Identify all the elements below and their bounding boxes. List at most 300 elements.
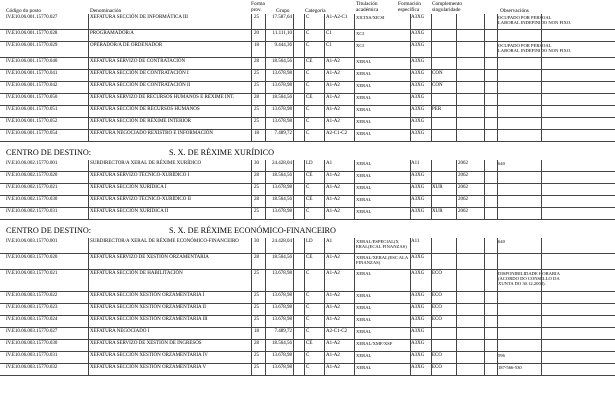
column-divider bbox=[410, 118, 411, 130]
column-divider bbox=[431, 304, 432, 316]
column-divider bbox=[251, 130, 252, 142]
column-divider bbox=[88, 292, 89, 304]
cell-c1: C bbox=[306, 209, 310, 214]
cell-nivel: 18 bbox=[254, 329, 259, 334]
column-divider bbox=[88, 196, 89, 208]
column-divider bbox=[251, 292, 252, 304]
column-divider bbox=[456, 118, 457, 130]
cell-amount: 18.564,56 bbox=[272, 95, 292, 100]
column-divider bbox=[293, 340, 294, 352]
cell-code: IV.E10.06.001.15770.042 bbox=[6, 83, 58, 88]
cell-code: IV.E10.06.001.15770.029 bbox=[6, 43, 58, 48]
column-divider bbox=[541, 304, 542, 316]
column-divider bbox=[410, 30, 411, 42]
column-divider bbox=[456, 106, 457, 118]
cell-form: A3XG bbox=[411, 43, 425, 48]
column-divider bbox=[304, 352, 305, 364]
cell-nivel: 25 bbox=[254, 71, 259, 76]
column-divider bbox=[265, 118, 266, 130]
column-divider bbox=[541, 208, 542, 220]
column-divider bbox=[456, 196, 457, 208]
column-divider bbox=[251, 30, 252, 42]
cell-cat: A1-A2 bbox=[326, 71, 340, 76]
cell-c1: C bbox=[306, 293, 310, 298]
column-divider bbox=[304, 14, 305, 30]
column-divider bbox=[484, 364, 485, 376]
table-row bbox=[0, 30, 615, 42]
column-divider bbox=[431, 94, 432, 106]
cell-cat: A1-A2 bbox=[326, 95, 340, 100]
column-divider bbox=[354, 58, 355, 70]
table-row bbox=[0, 340, 615, 352]
cell-form: A3XG bbox=[411, 131, 425, 136]
column-divider bbox=[324, 130, 325, 142]
cell-nivel: 25 bbox=[254, 271, 259, 276]
cell-tit: XERAL bbox=[356, 197, 372, 202]
column-divider bbox=[410, 70, 411, 82]
cell-form: A3XG bbox=[411, 317, 425, 322]
cell-amount: 18.564,56 bbox=[272, 197, 292, 202]
column-divider bbox=[265, 196, 266, 208]
column-divider bbox=[265, 58, 266, 70]
column-divider bbox=[304, 172, 305, 184]
cell-cat: A1-A2 bbox=[326, 119, 340, 124]
column-divider bbox=[497, 160, 498, 172]
column-divider bbox=[324, 340, 325, 352]
column-divider bbox=[324, 352, 325, 364]
column-divider bbox=[265, 160, 266, 172]
column-divider bbox=[304, 292, 305, 304]
cell-form: A3XG bbox=[411, 293, 425, 298]
section-heading bbox=[6, 226, 336, 236]
table-row bbox=[0, 94, 615, 106]
column-divider bbox=[484, 254, 485, 270]
table-row bbox=[0, 364, 615, 376]
cell-cat: A1-A2-C1 bbox=[326, 15, 348, 20]
cell-nivel: 28 bbox=[254, 95, 259, 100]
column-divider bbox=[410, 94, 411, 106]
cell-tit: XERAL/XERAL(ESC ALA FINANZAS) bbox=[356, 255, 408, 266]
column-divider bbox=[497, 254, 498, 270]
column-divider bbox=[541, 58, 542, 70]
cell-c1: C bbox=[306, 119, 310, 124]
cell-code: IV.E10.06.001.15770.028 bbox=[6, 31, 58, 36]
table-row bbox=[0, 292, 615, 304]
cell-tit: XERAL bbox=[356, 353, 372, 358]
cell-form: A3XG bbox=[411, 209, 425, 214]
column-divider bbox=[251, 364, 252, 376]
column-divider bbox=[354, 14, 355, 30]
cell-esp: 2062 bbox=[458, 185, 468, 190]
cell-c1: CE bbox=[306, 173, 313, 178]
column-divider bbox=[304, 254, 305, 270]
cell-code: IV.E10.06.001.15770.051 bbox=[6, 107, 58, 112]
cell-nivel: 25 bbox=[254, 185, 259, 190]
column-divider bbox=[324, 30, 325, 42]
section-label: CENTRO DE DESTINO: bbox=[6, 148, 92, 157]
cell-cat: A1 bbox=[326, 239, 333, 244]
cell-amount: 18.564,56 bbox=[272, 255, 292, 260]
column-divider bbox=[410, 196, 411, 208]
column-divider bbox=[456, 70, 457, 82]
column-divider bbox=[484, 208, 485, 220]
cell-cat: A1-A2 bbox=[326, 59, 340, 64]
table-row bbox=[0, 184, 615, 196]
cell-name: OPERADOR/A DE ORDENADOR bbox=[90, 43, 163, 48]
section-heading bbox=[6, 148, 275, 158]
column-divider bbox=[456, 82, 457, 94]
column-divider bbox=[410, 328, 411, 340]
column-divider bbox=[293, 106, 294, 118]
column-divider bbox=[541, 14, 542, 30]
column-divider bbox=[497, 70, 498, 82]
column-divider bbox=[410, 172, 411, 184]
column-divider bbox=[324, 58, 325, 70]
column-divider bbox=[251, 238, 252, 254]
cell-nivel: 30 bbox=[254, 239, 259, 244]
column-divider bbox=[431, 42, 432, 58]
cell-nivel: 28 bbox=[254, 197, 259, 202]
column-divider bbox=[324, 292, 325, 304]
column-divider bbox=[497, 364, 498, 376]
column-divider bbox=[293, 14, 294, 30]
column-divider bbox=[251, 270, 252, 292]
column-divider bbox=[293, 172, 294, 184]
column-divider bbox=[456, 238, 457, 254]
column-divider bbox=[354, 82, 355, 94]
cell-code: IV.E10.06.002.15770.020 bbox=[6, 173, 58, 178]
column-divider bbox=[324, 172, 325, 184]
cell-c1: C bbox=[306, 353, 310, 358]
column-divider bbox=[541, 106, 542, 118]
column-divider bbox=[410, 14, 411, 30]
cell-amount: 7.489,72 bbox=[274, 131, 292, 136]
column-divider bbox=[88, 106, 89, 118]
cell-code: IV.E10.06.003.15770.020 bbox=[6, 255, 58, 260]
cell-amount: 13.678,98 bbox=[272, 185, 292, 190]
column-divider bbox=[456, 94, 457, 106]
column-divider bbox=[304, 58, 305, 70]
cell-amount: 13.678,98 bbox=[272, 305, 292, 310]
cell-cat: A2-C1-C2 bbox=[326, 131, 348, 136]
column-divider bbox=[354, 316, 355, 328]
column-divider bbox=[251, 42, 252, 58]
cell-nivel: 20 bbox=[254, 31, 259, 36]
column-divider bbox=[251, 208, 252, 220]
column-divider bbox=[251, 14, 252, 30]
cell-comp: CON bbox=[432, 83, 443, 88]
column-divider bbox=[324, 14, 325, 30]
column-divider bbox=[293, 118, 294, 130]
cell-nivel: 28 bbox=[254, 341, 259, 346]
column-divider bbox=[293, 82, 294, 94]
column-divider bbox=[304, 196, 305, 208]
column-divider bbox=[251, 304, 252, 316]
table-row bbox=[0, 254, 615, 270]
table-row bbox=[0, 160, 615, 172]
column-divider bbox=[265, 172, 266, 184]
cell-tit: XERAL bbox=[356, 293, 372, 298]
column-divider bbox=[293, 270, 294, 292]
column-divider bbox=[265, 130, 266, 142]
column-divider bbox=[484, 340, 485, 352]
column-divider bbox=[354, 340, 355, 352]
cell-nivel: 25 bbox=[254, 119, 259, 124]
cell-code: IV.E10.06.001.15770.050 bbox=[6, 95, 58, 100]
column-divider bbox=[410, 364, 411, 376]
header-formacion: Formación específica bbox=[398, 1, 421, 13]
column-divider bbox=[354, 172, 355, 184]
cell-obs: 187-566-530 bbox=[498, 365, 522, 370]
cell-nivel: 25 bbox=[254, 15, 259, 20]
column-divider bbox=[293, 30, 294, 42]
cell-c1: CE bbox=[306, 197, 313, 202]
column-divider bbox=[293, 184, 294, 196]
header-titulacion: Titulación académica bbox=[356, 1, 379, 13]
column-divider bbox=[541, 340, 542, 352]
cell-code: IV.E10.06.003.15770.030 bbox=[6, 341, 58, 346]
column-divider bbox=[410, 292, 411, 304]
column-divider bbox=[354, 238, 355, 254]
column-divider bbox=[265, 208, 266, 220]
column-divider bbox=[251, 352, 252, 364]
table-row bbox=[0, 70, 615, 82]
cell-nivel: 25 bbox=[254, 209, 259, 214]
section-name: S. X. DE RÉXIME XURÍDICO bbox=[169, 148, 275, 157]
column-divider bbox=[88, 94, 89, 106]
cell-name: XEFATURA SECCIÓN XESTIÓN ORZAMENTARIA II bbox=[90, 305, 206, 310]
cell-amount: 13.678,98 bbox=[272, 271, 292, 276]
column-divider bbox=[324, 160, 325, 172]
column-divider bbox=[293, 238, 294, 254]
cell-code: IV.E10.06.001.15770.040 bbox=[6, 59, 58, 64]
cell-tit: XERAL bbox=[356, 161, 372, 166]
table-row bbox=[0, 208, 615, 220]
cell-tit: XERAL bbox=[356, 71, 372, 76]
cell-code: IV.E10.06.002.15770.021 bbox=[6, 185, 58, 190]
cell-code: IV.E10.06.003.15770.032 bbox=[6, 365, 58, 370]
column-divider bbox=[324, 94, 325, 106]
cell-amount: 13.678,98 bbox=[272, 107, 292, 112]
column-divider bbox=[304, 70, 305, 82]
cell-amount: 17.587,64 bbox=[272, 15, 292, 20]
column-divider bbox=[497, 42, 498, 58]
column-divider bbox=[497, 106, 498, 118]
cell-code: IV.E10.06.001.15770.052 bbox=[6, 119, 58, 124]
column-divider bbox=[265, 292, 266, 304]
column-divider bbox=[456, 304, 457, 316]
column-divider bbox=[293, 70, 294, 82]
column-divider bbox=[484, 82, 485, 94]
column-divider bbox=[293, 42, 294, 58]
column-divider bbox=[265, 304, 266, 316]
column-divider bbox=[324, 238, 325, 254]
column-divider bbox=[354, 130, 355, 142]
cell-c1: C bbox=[306, 15, 310, 20]
cell-c1: LD bbox=[306, 161, 313, 166]
cell-obs: 640 bbox=[498, 239, 505, 244]
cell-name: XEFATURA SECCIÓN DE HABILITACIÓN bbox=[90, 271, 183, 276]
column-divider bbox=[88, 118, 89, 130]
column-divider bbox=[497, 238, 498, 254]
column-divider bbox=[541, 238, 542, 254]
column-divider bbox=[431, 316, 432, 328]
cell-nivel: 25 bbox=[254, 107, 259, 112]
cell-tit: XERAL/ESPECIAL(X ERAL(ECAL FINANZAS) bbox=[356, 239, 407, 250]
column-divider bbox=[484, 328, 485, 340]
column-divider bbox=[354, 70, 355, 82]
cell-cat: A1-A2 bbox=[326, 293, 340, 298]
cell-c1: CE bbox=[306, 59, 313, 64]
column-divider bbox=[354, 30, 355, 42]
column-divider bbox=[484, 316, 485, 328]
column-divider bbox=[88, 254, 89, 270]
cell-form: A3XG bbox=[411, 173, 425, 178]
column-divider bbox=[293, 364, 294, 376]
table-row bbox=[0, 58, 615, 70]
column-divider bbox=[265, 364, 266, 376]
cell-cat: A1-A2 bbox=[326, 353, 340, 358]
cell-nivel: 25 bbox=[254, 305, 259, 310]
column-divider bbox=[484, 14, 485, 30]
cell-form: A3XG bbox=[411, 353, 425, 358]
cell-cat: A1-A2 bbox=[326, 197, 340, 202]
column-divider bbox=[265, 82, 266, 94]
column-divider bbox=[484, 160, 485, 172]
table-row bbox=[0, 106, 615, 118]
cell-comp: CON bbox=[432, 71, 443, 76]
cell-nivel: 28 bbox=[254, 255, 259, 260]
column-divider bbox=[354, 184, 355, 196]
table-row bbox=[0, 172, 615, 184]
column-divider bbox=[484, 118, 485, 130]
cell-code: IV.E10.06.001.15770.041 bbox=[6, 71, 58, 76]
cell-amount: 18.564,56 bbox=[272, 341, 292, 346]
column-divider bbox=[265, 106, 266, 118]
column-divider bbox=[265, 184, 266, 196]
cell-form: A3XG bbox=[411, 305, 425, 310]
column-divider bbox=[251, 172, 252, 184]
cell-name: XEFATURA SECCIÓN XURÍDICA II bbox=[90, 209, 169, 214]
column-divider bbox=[354, 42, 355, 58]
column-divider bbox=[354, 118, 355, 130]
column-divider bbox=[265, 340, 266, 352]
cell-code: IV.E10.06.003.15770.023 bbox=[6, 305, 58, 310]
column-divider bbox=[456, 270, 457, 292]
column-divider bbox=[484, 304, 485, 316]
column-divider bbox=[456, 172, 457, 184]
column-divider bbox=[265, 352, 266, 364]
column-divider bbox=[265, 94, 266, 106]
header-forma: Forma prov. bbox=[251, 1, 265, 13]
cell-code: IV.E10.06.001.15770.027 bbox=[6, 15, 58, 20]
header-complemento: Complemento singularidade bbox=[432, 1, 463, 13]
column-divider bbox=[410, 238, 411, 254]
column-divider bbox=[431, 208, 432, 220]
header-observacions: Observacións bbox=[500, 8, 529, 14]
column-divider bbox=[484, 106, 485, 118]
cell-tit: XERAL bbox=[356, 119, 372, 124]
cell-nivel: 28 bbox=[254, 173, 259, 178]
column-divider bbox=[324, 82, 325, 94]
column-divider bbox=[293, 58, 294, 70]
cell-name: XEFATURA NEGOCIADO I bbox=[90, 329, 150, 334]
cell-name: XEFATURA SECCIÓN DE RECURSOS HUMANOS bbox=[90, 107, 200, 112]
column-divider bbox=[324, 328, 325, 340]
column-divider bbox=[456, 130, 457, 142]
column-divider bbox=[497, 94, 498, 106]
cell-nivel: 25 bbox=[254, 317, 259, 322]
cell-amount: 18.564,56 bbox=[272, 173, 292, 178]
column-divider bbox=[484, 172, 485, 184]
column-divider bbox=[354, 270, 355, 292]
column-divider bbox=[354, 94, 355, 106]
cell-form: A3XG bbox=[411, 31, 425, 36]
cell-obs: 640 bbox=[498, 161, 505, 166]
table-row bbox=[0, 352, 615, 364]
cell-form: A3XG bbox=[411, 341, 425, 346]
column-divider bbox=[251, 184, 252, 196]
cell-c1: C bbox=[306, 31, 310, 36]
column-divider bbox=[497, 316, 498, 328]
column-divider bbox=[456, 292, 457, 304]
column-divider bbox=[497, 130, 498, 142]
cell-name: XEFATURA SECCIÓN DE RÉXIME INTERIOR bbox=[90, 119, 192, 124]
cell-obs: OCUPADO POR PERSOAL LABORAL INDEFINIDO NON FIXO. bbox=[498, 43, 572, 54]
column-divider bbox=[541, 196, 542, 208]
column-divider bbox=[431, 238, 432, 254]
cell-form: A3XG bbox=[411, 15, 425, 20]
cell-comp: XUR bbox=[432, 209, 443, 214]
column-divider bbox=[484, 270, 485, 292]
cell-comp: ECO bbox=[432, 305, 442, 310]
column-divider bbox=[431, 292, 432, 304]
column-divider bbox=[431, 352, 432, 364]
column-divider bbox=[324, 196, 325, 208]
column-divider bbox=[265, 30, 266, 42]
cell-amount: 13.678,98 bbox=[272, 293, 292, 298]
column-divider bbox=[541, 328, 542, 340]
column-divider bbox=[354, 328, 355, 340]
column-divider bbox=[541, 70, 542, 82]
column-divider bbox=[431, 14, 432, 30]
column-divider bbox=[431, 82, 432, 94]
cell-tit: XERAL bbox=[356, 83, 372, 88]
header-codigo: Código do posto bbox=[6, 8, 42, 14]
cell-amount: 13.678,98 bbox=[272, 71, 292, 76]
column-divider bbox=[265, 14, 266, 30]
cell-tit: XCI bbox=[356, 31, 364, 36]
cell-c1: CE bbox=[306, 255, 313, 260]
column-divider bbox=[456, 316, 457, 328]
column-divider bbox=[431, 364, 432, 376]
column-divider bbox=[541, 292, 542, 304]
column-divider bbox=[304, 364, 305, 376]
column-divider bbox=[293, 130, 294, 142]
column-divider bbox=[497, 184, 498, 196]
cell-tit: XICIXS/XICSI bbox=[356, 15, 385, 20]
column-divider bbox=[88, 14, 89, 30]
cell-c1: LD bbox=[306, 239, 313, 244]
cell-tit: XERAL bbox=[356, 329, 372, 334]
column-divider bbox=[88, 340, 89, 352]
column-divider bbox=[497, 82, 498, 94]
cell-amount: 13.678,98 bbox=[272, 365, 292, 370]
cell-comp: ECO bbox=[432, 317, 442, 322]
header-denominacion: Denominación bbox=[90, 8, 122, 14]
column-divider bbox=[304, 328, 305, 340]
column-divider bbox=[484, 184, 485, 196]
